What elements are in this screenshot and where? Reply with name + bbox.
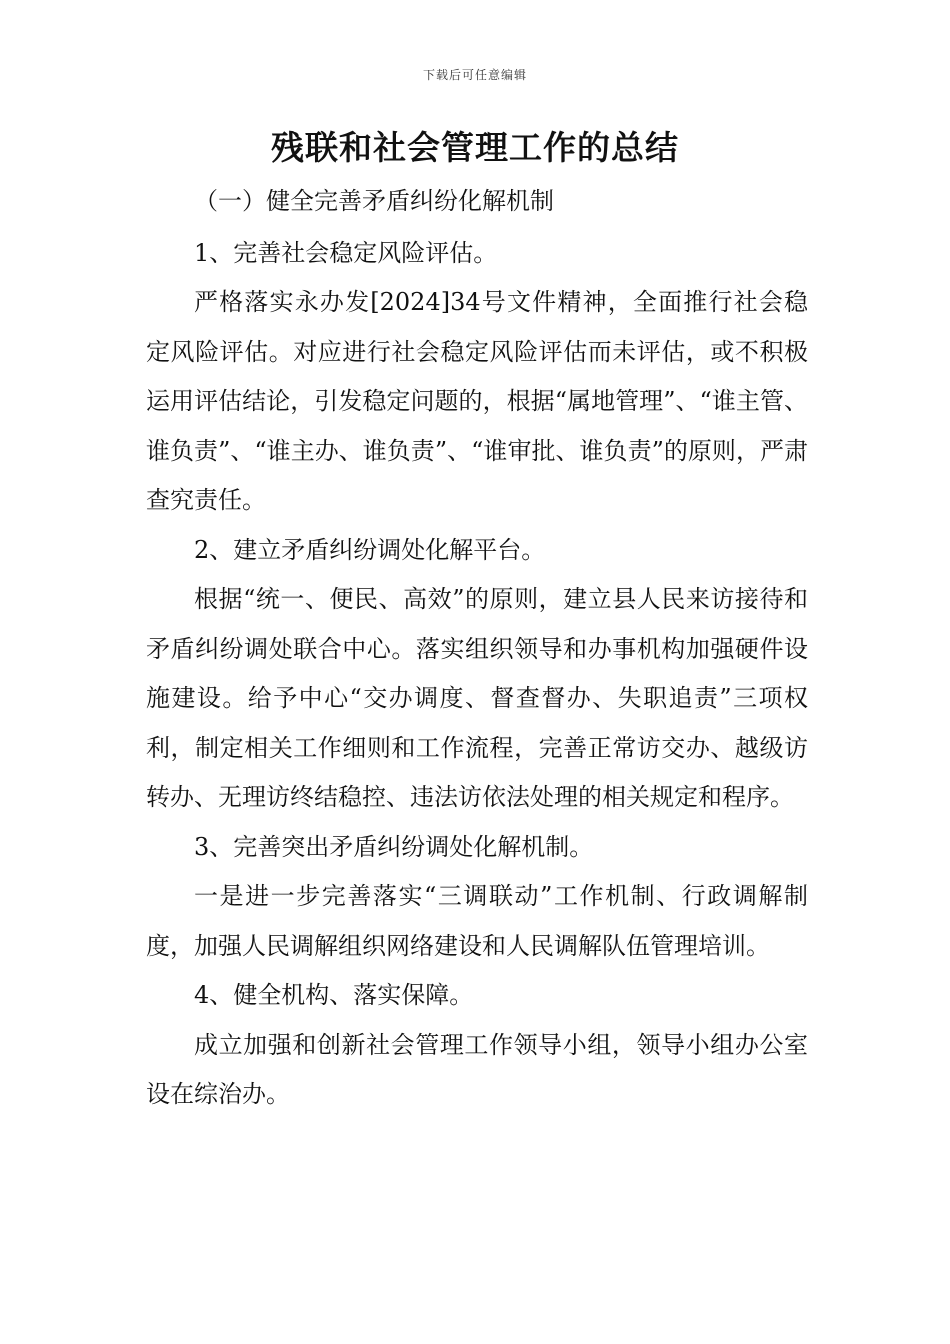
header-note: 下载后可任意编辑 [422, 68, 527, 82]
item-2-body: 根据“统一、便民、高效”的原则，建立县人民来访接待和矛盾纠纷调处联合中心。落实组织领导和办事机构加强硬件设施建设。给予中心“交办调度、督查督办、失职追责”三项权利，制定相关工作细则和工作流程，完善正常访交办、越级访转办、无理访终结稳控、违法访依法处理的相关规定和程序。 [146, 585, 808, 811]
item-2-heading: 2、建立矛盾纠纷调处化解平台。 [194, 535, 546, 564]
item-1-heading: 1、完善社会稳定风险评估。 [194, 238, 498, 267]
item-1-body: 严格落实永办发[2024]34号文件精神，全面推行社会稳定风险评估。对应进行社会稳定风险评估而未评估，或不积极运用评估结论，引发稳定问题的，根据“属地管理”、“谁主管、谁负责”、“谁主办、谁负责”、“谁审批、谁负责”的原则，严肃查究责任。 [146, 288, 808, 514]
item-3-heading: 3、完善突出矛盾纠纷调处化解机制。 [194, 832, 594, 861]
document-title: 残联和社会管理工作的总结 [271, 128, 679, 167]
document-body [146, 177, 808, 1120]
item-4-heading: 4、健全机构、落实保障。 [194, 981, 474, 1009]
item-3-body: 一是进一步完善落实“三调联动”工作机制、行政调解制度，加强人民调解组织网络建设和人民调解队伍管理培训。 [146, 882, 808, 960]
item-4-body: 成立加强和创新社会管理工作领导小组，领导小组办公室设在综治办。 [146, 1030, 808, 1108]
section-heading: （一）健全完善矛盾纠纷化解机制 [194, 187, 554, 215]
